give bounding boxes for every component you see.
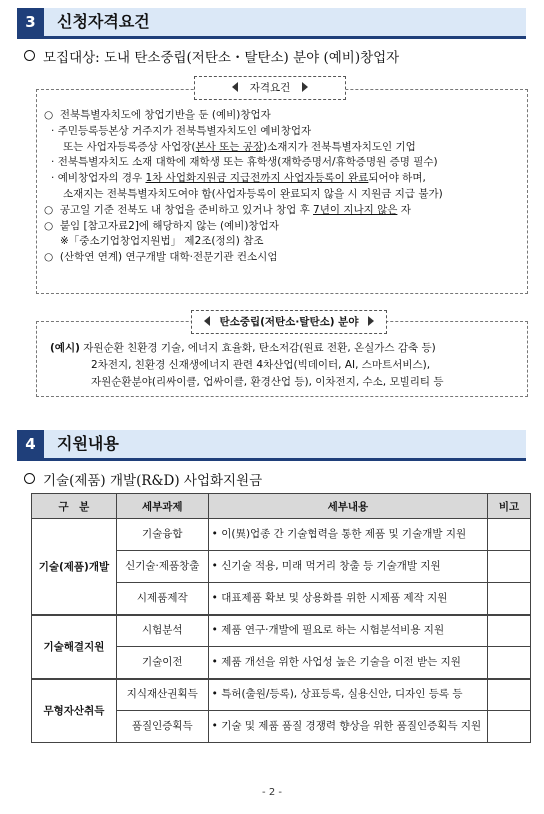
- note-cell: [488, 711, 531, 743]
- detail-cell: • 특허(출원/등록), 상표등록, 실용신안, 디자인 등록 등: [208, 679, 487, 711]
- line-text: 소재지는 전북특별자치도여야 함(사업자등록이 완료되지 않을 시 지원금 지급 불가): [63, 187, 443, 200]
- line-text: ※「중소기업창업지원법」 제2조(정의) 참조: [60, 235, 264, 248]
- detail-cell: • 제품 개선을 위한 사업성 높은 기술을 이전 받는 지원: [208, 647, 487, 679]
- line-text: 전북특별자치도 소재 대학에 재학생 또는 휴학생(재학증명서/휴학증명원 증명 필수): [57, 156, 438, 169]
- ring-bullet-icon: [24, 50, 35, 61]
- section-rule: [17, 458, 526, 461]
- section-rule: [17, 36, 526, 39]
- left-arrow-icon: [204, 316, 210, 326]
- example-line: [50, 357, 444, 374]
- note-cell: [488, 551, 531, 583]
- section-number: 3: [17, 8, 44, 36]
- qualification-line: [44, 187, 443, 203]
- support-line: [24, 469, 262, 489]
- example-line: [50, 374, 444, 391]
- qualification-line: [44, 171, 443, 187]
- task-cell: 품질인증획득: [116, 711, 208, 743]
- detail-cell: • 신기술 적용, 미래 먹거리 창출 등 기술개발 지원: [208, 551, 487, 583]
- task-cell: 시험분석: [116, 615, 208, 647]
- task-cell: 시제품제작: [116, 583, 208, 615]
- header-cell: 비고: [488, 494, 531, 519]
- header-cell: 세부내용: [208, 494, 487, 519]
- qualification-line: [44, 140, 443, 156]
- section-title: 지원내용: [57, 434, 119, 453]
- line-text: 또는 사업자등록증상 사업장(: [63, 140, 196, 153]
- header-cell: 세부과제: [116, 494, 208, 519]
- task-cell: 기술이전: [116, 647, 208, 679]
- bullet-mark: ○: [44, 203, 54, 216]
- line-text: 붙임 [참고자료2]에 해당하지 않는 (예비)창업자: [59, 219, 279, 232]
- bullet-mark: ·: [51, 156, 55, 169]
- task-cell: 지식재산권획득: [116, 679, 208, 711]
- example-text: 자원순환분야(리싸이클, 업싸이클, 환경산업 등), 이차전지, 수소, 모빌리티 등: [91, 376, 444, 388]
- qualification-line: [44, 108, 443, 124]
- qualification-line: [44, 155, 443, 171]
- example-line: [50, 340, 444, 357]
- table-row: [32, 615, 531, 647]
- bullet-mark: ○: [44, 251, 54, 264]
- category-cell: 무형자산취득: [32, 679, 117, 743]
- underlined-text: 1차 사업화지원금 지급전까지 사업자등록이 완료: [145, 172, 369, 185]
- qualification-tag: [194, 76, 346, 100]
- qualification-list: [44, 108, 443, 266]
- note-cell: [488, 519, 531, 551]
- qualification-line: [44, 219, 443, 235]
- line-text: 전북특별자치도에 창업기반을 둔 (예비)창업자: [59, 109, 271, 121]
- support-text: 기술(제품) 개발(R&D) 사업화지원금: [43, 473, 263, 489]
- ring-bullet-icon: [24, 473, 35, 484]
- section-header-4: [17, 430, 526, 458]
- recruit-target-text: 모집대상: 도내 탄소중립(저탄소・탈탄소) 분야 (예비)창업자: [43, 50, 400, 66]
- line-text: 예비창업자의 경우: [57, 172, 146, 185]
- example-text: 자원순환 친환경 기술, 에너지 효율화, 탄소저감(원료 전환, 온실가스 감축 등): [83, 342, 436, 354]
- bullet-mark: ○: [44, 219, 54, 232]
- table-row: [32, 519, 531, 551]
- qualification-line: [44, 124, 443, 140]
- support-table: [31, 493, 531, 743]
- example-text: 2차전지, 친환경 신재생에너지 관련 4차산업(빅데이터, AI, 스마트서비스),: [91, 359, 431, 371]
- example-label: (예시): [50, 342, 80, 354]
- underlined-text: 본사 또는 공장: [195, 140, 264, 153]
- recruit-target-line: [24, 46, 399, 66]
- qualification-line: [44, 203, 443, 219]
- bullet-mark: ○: [44, 109, 54, 121]
- detail-cell: • 대표제품 확보 및 상용화를 위한 시제품 제작 지원: [208, 583, 487, 615]
- line-text: 자: [397, 203, 411, 216]
- section-number: 4: [17, 430, 44, 458]
- line-text: 주민등록등본상 거주지가 전북특별자치도인 예비창업자: [57, 124, 312, 137]
- qualification-tag-label: 자격요건: [249, 82, 291, 94]
- header-cell: 구 분: [32, 494, 117, 519]
- note-cell: [488, 647, 531, 679]
- note-cell: [488, 679, 531, 711]
- detail-cell: • 이(異)업종 간 기술협력을 통한 제품 및 기술개발 지원: [208, 519, 487, 551]
- section-header-3: [17, 8, 526, 36]
- carbon-field-tag-label: 탄소중립(저탄소·탈탄소) 분야: [219, 316, 359, 328]
- left-arrow-icon: [232, 82, 238, 92]
- bullet-mark: ·: [51, 172, 55, 185]
- carbon-field-tag: [191, 310, 387, 334]
- detail-cell: • 제품 연구·개발에 필요로 하는 시험분석비용 지원: [208, 615, 487, 647]
- line-text: 공고일 기준 전북도 내 창업을 준비하고 있거나 창업 후: [59, 203, 314, 216]
- qualification-line: [44, 234, 443, 250]
- category-cell: 기술(제품)개발: [32, 519, 117, 615]
- detail-cell: • 기술 및 제품 품질 경쟁력 향상을 위한 품질인증획득 지원: [208, 711, 487, 743]
- page-number: - 2 -: [262, 787, 282, 798]
- table-row: [32, 679, 531, 711]
- section-title: 신청자격요건: [57, 12, 150, 31]
- right-arrow-icon: [302, 82, 308, 92]
- bullet-mark: ·: [51, 124, 55, 137]
- table-header-row: [32, 494, 531, 519]
- note-cell: [488, 583, 531, 615]
- category-cell: 기술해결지원: [32, 615, 117, 679]
- task-cell: 기술융합: [116, 519, 208, 551]
- note-cell: [488, 615, 531, 647]
- right-arrow-icon: [368, 316, 374, 326]
- line-text: )소재지가 전북특별자치도인 기업: [263, 140, 416, 153]
- line-text: 되어야 하며,: [368, 172, 426, 185]
- qualification-line: [44, 250, 443, 266]
- underlined-text: 7년이 지나지 않은: [313, 203, 398, 216]
- task-cell: 신기술·제품창출: [116, 551, 208, 583]
- carbon-example-list: [50, 340, 444, 391]
- line-text: (산학연 연계) 연구개발 대학·전문기관 컨소시엄: [59, 251, 278, 264]
